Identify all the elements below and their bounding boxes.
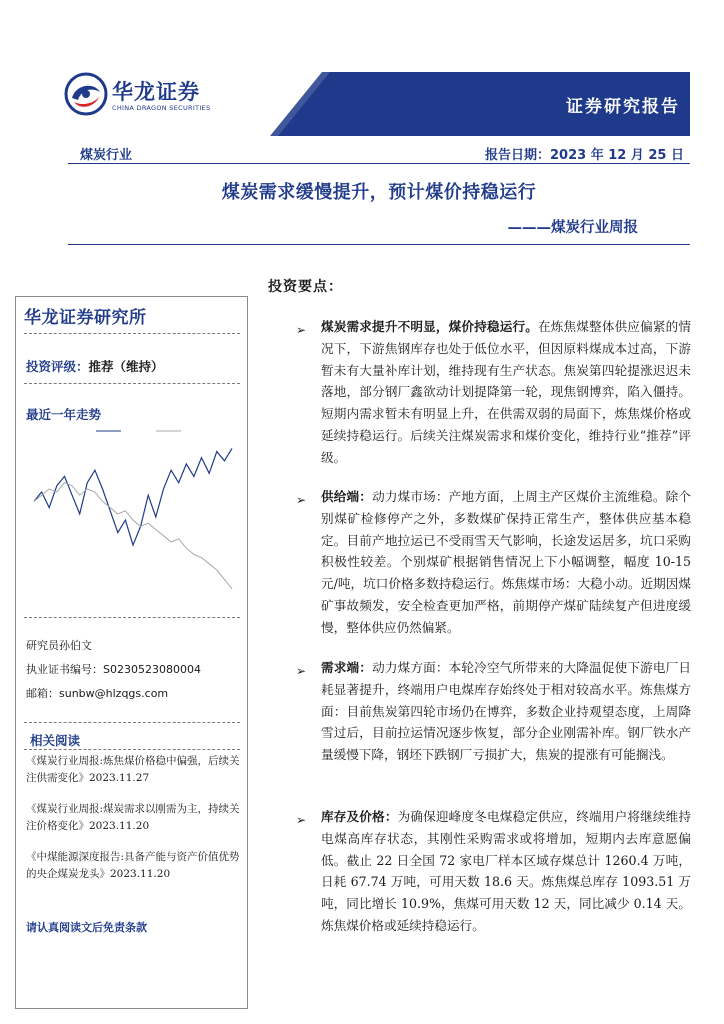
disclaimer-note: 请认真阅读文后免责条款: [26, 921, 147, 934]
key-point-text: 在炼焦煤整体供应偏紧的情况下，下游焦钢库存也处于低位水平，但因原料煤成本过高，下游暂未有大量补库计划，维持现有生产状态。焦炭第四轮提涨迟迟未落地，部分钢厂鑫欲动计划提降第一轮，现焦钢博弈，陷入僵持。短期内需求暂未有明显上升，在供需双弱的局面下，炼焦煤价格或延续持稳运行。后续关注煤炭需求和煤价变化，维持行业“推荐”评级。: [321, 319, 692, 465]
key-point-lead: 库存及价格：: [321, 809, 398, 824]
rating-label: 投资评级：: [26, 359, 89, 374]
key-point-lead: 需求端：: [321, 660, 373, 675]
key-point-text: 动力煤方面：本轮冷空气所带来的大降温促使下游电厂日耗显著提升，终端用户电煤库存始终处于相对较高水平。炼焦煤方面：目前焦炭第四轮市场仍在博弈，多数企业持观望态度，上周降雪过后，目前拉运情况逐步恢复，部分企业刚需补库。钢厂铁水产量缓慢下降，钢坯下跌钢厂亏损扩大，焦炭的提涨有可能搁浅。: [321, 660, 692, 763]
sidebar-divider: [24, 617, 240, 618]
key-point-paragraph: [321, 486, 691, 639]
logo-text-en: CHINA DRAGON SECURITIES: [112, 104, 211, 112]
sidebar-divider: [24, 383, 240, 384]
key-point-text: 为确保迎峰度冬电煤稳定供应，终端用户将继续维持电煤高库存状态，其刚性采购需求或将增加，短期内去库意愿偏低。截止 22 日全国 72 家电厂样本区域存煤总计 1260.4 万吨，日耗 67.74 万吨，可用天数 18.6 天。炼焦煤总库存 1093.51 万吨，同比增长 10.9%，焦煤可用天数 12 天，同比减少 0.14 天。炼焦煤价格或延续持稳运行。: [321, 809, 692, 933]
industry-label: 煤炭行业: [80, 148, 133, 163]
report-title: 煤炭需求缓慢提升，预计煤价持稳运行: [221, 182, 537, 203]
key-point-lead: 供给端：: [321, 489, 373, 504]
trend-chart: [26, 427, 238, 607]
rating-value: 推荐（维持）: [88, 359, 164, 374]
bullet-arrow-icon: ➢: [296, 664, 307, 678]
logo-text-cn: 华龙证券: [112, 80, 200, 104]
related-report-link[interactable]: 《中煤能源深度报告:具备产能与资产价值优势的央企煤炭龙头》2023.11.20: [26, 851, 240, 880]
sidebar-divider: [24, 749, 240, 750]
report-type-title: 证券研究报告: [566, 97, 680, 117]
key-point-paragraph: [321, 806, 691, 937]
bullet-arrow-icon: ➢: [296, 323, 307, 337]
sidebar-divider: [24, 333, 240, 334]
institute-name: 华龙证券研究所: [24, 308, 147, 328]
sidebar: [15, 296, 248, 1009]
analyst-email: 邮箱：sunbw@hlzqgs.com: [26, 687, 169, 700]
related-reading-title: 相关阅读: [30, 733, 81, 748]
report-date: 报告日期：2023 年 12 月 25 日: [485, 148, 684, 163]
analyst-name: 研究员孙伯文: [26, 639, 92, 652]
bullet-arrow-icon: ➢: [296, 493, 307, 507]
related-report-link[interactable]: 《煤炭行业周报:炼焦煤价格稳中偏强，后续关注供需变化》2023.11.27: [26, 755, 240, 784]
key-point-text: 动力煤市场：产地方面，上周主产区煤价主流维稳。除个别煤矿检修停产之外，多数煤矿保持正常生产，整体供应基本稳定。目前产地拉运已不受雨雪天气影响，长途发运居多，坑口采购积极性较差。个别煤矿根据销售情况上下小幅调整，幅度 10-15 元/吨，坑口价格多数持稳运行。炼焦煤市场：大稳小动。近期因煤矿事故频发，安全检查更加严格，前期停产煤矿陆续复产但进度缓慢，整体供应仍然偏紧。: [321, 489, 692, 635]
bullet-arrow-icon: ➢: [296, 813, 307, 827]
sidebar-divider: [24, 722, 240, 723]
license-number: 执业证书编号：S0230523080004: [26, 663, 201, 676]
key-point-lead: 煤炭需求提升不明显，煤价持稳运行。: [321, 319, 538, 334]
trend-chart-title: 最近一年走势: [26, 407, 102, 422]
key-point-paragraph: [321, 657, 691, 766]
title-divider: [68, 244, 690, 245]
company-logo: [64, 72, 224, 120]
report-subtitle: ———煤炭行业周报: [507, 220, 638, 236]
key-point-paragraph: [321, 316, 691, 469]
dragon-swirl-icon: [64, 72, 108, 116]
related-report-link[interactable]: 《煤炭行业周报:煤炭需求以刚需为主，持续关注价格变化》2023.11.20: [26, 803, 240, 832]
chart-series-line-1: [34, 483, 232, 589]
key-points-heading: 投资要点：: [268, 279, 343, 295]
investment-rating: [26, 357, 164, 375]
header-bar: [68, 138, 690, 164]
chart-series-line-0: [34, 448, 232, 545]
